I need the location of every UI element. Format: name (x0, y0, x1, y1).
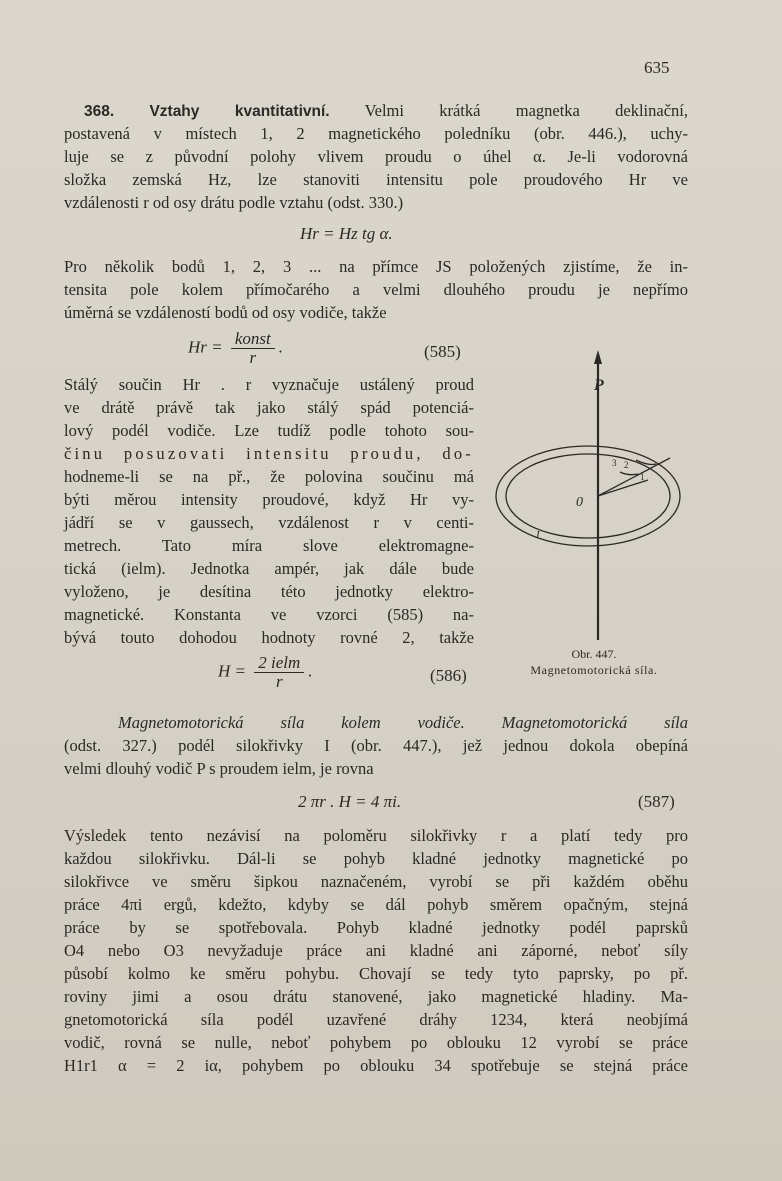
figure-label-2: 2 (624, 460, 629, 470)
formula-584: Hr = Hz tg α. (300, 224, 393, 243)
text-line: hodneme-li se na př., že polovina součinu má (64, 467, 474, 486)
formula-586-lhs: H = (218, 661, 246, 681)
formula-585-numerator: konst (231, 330, 275, 349)
text-line: vyloženo, je desítina této jednotky elektro- (64, 582, 474, 601)
text-line: Stálý součin Hr . r vyznačuje ustálený proud (64, 375, 474, 394)
text-line: působí kolmo ke směru pohybu. Chovají se tedy tyto paprsky, po př. (64, 964, 688, 983)
text-line: Pro několik bodů 1, 2, 3 ... na přímce JS položených zjistíme, že in- (64, 257, 688, 276)
equation-number-586: (586) (430, 666, 467, 685)
field-line-inner (506, 454, 670, 538)
text-line: postavená v místech 1, 2 magnetického poledníku (obr. 446.), uchy- (64, 124, 688, 143)
text-line: vzdálenosti r od osy drátu podle vztahu (odst. 330.) (64, 193, 404, 212)
text-line: velmi dlouhý vodič P s proudem ielm, je rovna (64, 759, 374, 778)
figure-label-o: 0 (576, 495, 583, 510)
text-line: býti měrou intensity proudové, když Hr vy- (64, 490, 474, 509)
text-line: každou silokřivku. Dál-li se pohyb kladné jednotky magnetické po (64, 849, 688, 868)
text-line: vodič, rovná se nulle, neboť pohybem po oblouku 12 vyrobí se práce (64, 1033, 688, 1052)
formula-585-tail: . (278, 337, 284, 357)
formula-585-fraction (231, 330, 275, 367)
figure-label-3: 3 (612, 458, 617, 468)
text-line: úměrná se vzdáleností bodů od osy vodiče, takže (64, 303, 387, 322)
figure-label-i: I (536, 529, 540, 541)
text-line: tensita pole kolem přímočarého a velmi dlouhého proudu je nepřímo (64, 280, 688, 299)
formula-586-denominator: r (275, 672, 283, 691)
text-line: metrech. Tato míra slove elektromagne- (64, 536, 474, 555)
text-line: O4 nebo O3 nevyžaduje práce ani kladné ani záporné, neboť síly (64, 941, 688, 960)
text-line: práce by se spotřebovala. Pohyb kladné jednotky podél paprsků (64, 918, 688, 937)
page-number: 635 (644, 58, 670, 77)
formula-586-numerator: 2 ielm (254, 654, 304, 673)
formula-586 (218, 654, 313, 691)
formula-586-tail: . (308, 661, 313, 681)
text-line: (odst. 327.) podél silokřivky I (obr. 447.), jež jednou dokola obepíná (64, 736, 688, 755)
equation-number-587: (587) (638, 792, 675, 811)
text-line: gnetomotorická síla podél uzavřené dráhy 1234, která neobjímá (64, 1010, 688, 1029)
radius-o4 (598, 458, 670, 496)
section-number: 368. (84, 103, 115, 120)
formula-585 (188, 330, 283, 367)
formula-585-denominator: r (249, 348, 257, 367)
text-line: H1r1 α = 2 iα, pohybem po oblouku 34 spotřebuje se stejná práce (64, 1056, 688, 1075)
text-line: silokřivce ve směru šipkou naznačeném, vyrobí se při každém oběhu (64, 872, 688, 891)
figure-caption-number: Obr. 447. (571, 647, 617, 661)
text-line: ve drátě právě tak jako stálý spád potenciá- (64, 398, 474, 417)
figure-caption-title: Magnetomotorická síla. (530, 663, 658, 677)
field-line-outer (496, 446, 680, 546)
formula-586-fraction (254, 654, 304, 691)
text-line: Výsledek tento nezávisí na poloměru silokřivky r a platí tedy pro (64, 826, 688, 845)
section-title: Vztahy kvantitativní. (149, 103, 330, 120)
text-line: lový podél vodiče. Lze tudíž podle tohoto sou- (64, 421, 474, 440)
figure-label-1: 1 (640, 472, 645, 482)
figure-label-p: P (594, 377, 604, 394)
equation-number-585: (585) (424, 342, 461, 361)
formula-585-lhs: Hr = (188, 337, 223, 357)
text-line: Magnetomotorická síla kolem vodiče. Magnetomotorická síla (118, 713, 688, 732)
text-line: tická (ielm). Jednotka ampér, jak dále bude (64, 559, 474, 578)
formula-587: 2 πr . H = 4 πi. (298, 792, 402, 811)
text-line: složka zemská Hz, lze stanoviti intensitu pole proudového Hr ve (64, 170, 688, 189)
text-line: roviny jimi a osou drátu stanovené, jako magnetické hladiny. Ma- (64, 987, 688, 1006)
figure-447 (488, 348, 698, 648)
text-line: práce 4πi ergů, kdežto, kdyby se dál pohyb směrem opačným, stejná (64, 895, 688, 914)
text-line: luje se z původní polohy vlivem proudu o úhel α. Je-li vodorovná (64, 147, 688, 166)
current-arrow-icon (594, 350, 602, 364)
arc-34 (620, 472, 638, 475)
text-line: bývá touto dohodou hodnoty rovné 2, takže (64, 628, 474, 647)
figure-caption (494, 646, 694, 678)
text-line: jádří se v gaussech, vzdálenost r v centi- (64, 513, 474, 532)
section-first-line (84, 100, 688, 123)
text-line: činu posuzovati intensitu proudu, do- (64, 444, 474, 463)
section-text: Velmi krátká magnetka deklinační, (364, 101, 688, 120)
text-line: magnetické. Konstanta ve vzorci (585) na- (64, 605, 474, 624)
